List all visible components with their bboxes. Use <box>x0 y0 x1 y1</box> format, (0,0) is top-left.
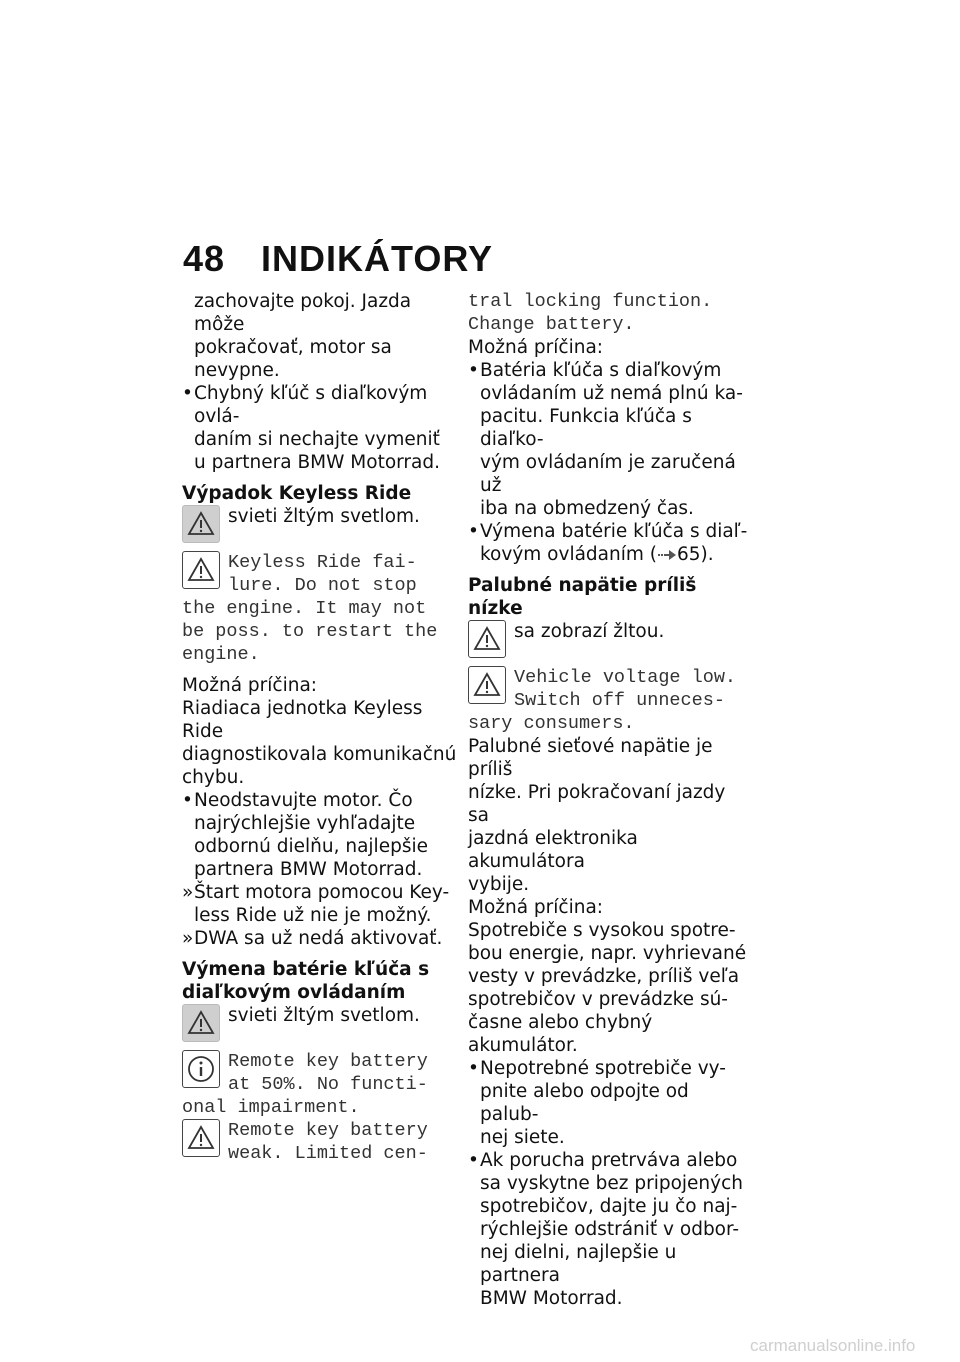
indicator-text: svieti žltým svetlom. <box>228 506 420 527</box>
section-heading: Výmena batérie kľúča s diaľkovým ovládaním <box>182 959 430 1003</box>
section-heading: Výpadok Keyless Ride <box>182 483 412 504</box>
warning-triangle-icon <box>182 1004 220 1042</box>
bullet-icon: • <box>182 790 193 811</box>
display-message: Remote key battery at 50%. No functi- <box>228 1051 428 1095</box>
display-message: Keyless Ride fai- lure. Do not stop <box>228 552 417 596</box>
warning-triangle-icon <box>182 551 220 589</box>
warning-triangle-icon <box>468 666 506 704</box>
cause-label: Možná príčina: <box>468 897 604 918</box>
section-heading: Palubné napätie príliš nízke <box>468 575 697 619</box>
bullet-icon: • <box>468 1150 479 1171</box>
display-message: Vehicle voltage low. Switch off unneces- <box>514 667 737 711</box>
display-message-cont: the engine. It may not be poss. to restart the engine. <box>182 598 438 665</box>
bullet-item: • Výmena batérie kľúča s diaľ- kovým ovládaním ( 65). <box>468 521 748 565</box>
indicator-text: svieti žltým svetlom. <box>228 1005 420 1026</box>
page-title: INDIKÁTORY <box>261 238 494 279</box>
page-header <box>183 238 493 280</box>
indicator-row <box>182 505 462 543</box>
cause-label: Možná príčina: <box>468 337 604 358</box>
indicator-row <box>468 620 748 658</box>
warning-triangle-icon <box>468 620 506 658</box>
message-row <box>182 551 462 597</box>
bullet-icon: • <box>468 360 479 381</box>
display-message-cont: tral locking function. Change battery. <box>468 291 713 335</box>
indicator-text: sa zobrazí žltou. <box>514 621 665 642</box>
right-column <box>468 290 748 1310</box>
paragraph: Riadiaca jednotka Keyless Ride diagnostikovala komunikačnú chybu. <box>182 698 457 788</box>
cause-label: Možná príčina: <box>182 675 318 696</box>
result-arrow-icon: » <box>182 882 194 903</box>
result-item: » DWA sa už nedá aktivovať. <box>182 928 443 949</box>
paragraph: zachovajte pokoj. Jazda môže pokračovať, motor sa nevypne. <box>194 291 412 381</box>
warning-triangle-icon <box>182 1119 220 1157</box>
display-message: Remote key battery weak. Limited cen- <box>228 1120 428 1164</box>
message-row <box>182 1050 462 1096</box>
result-arrow-icon: » <box>182 928 194 949</box>
bullet-item: • Ak porucha pretrváva alebo sa vyskytne bez pripojených spotrebičov, dajte ju čo naj- rýchlejšie odstrániť v odbor- nej dielni, najlepšie u partnera BMW Motorrad. <box>468 1150 743 1309</box>
bullet-icon: • <box>468 1058 479 1079</box>
display-message-cont: sary consumers. <box>468 713 635 734</box>
bullet-icon: • <box>182 383 193 404</box>
result-item: » Štart motora pomocou Key- less Ride už nie je možný. <box>182 882 450 926</box>
message-row <box>468 666 748 712</box>
bullet-item: • Chybný kľúč s diaľkovým ovlá- daním si nechajte vymeniť u partnera BMW Motorrad. <box>182 383 441 473</box>
page-reference[interactable]: 65). <box>676 544 714 565</box>
indicator-row <box>182 1004 462 1042</box>
watermark: carmanualsonline.info <box>750 1336 916 1355</box>
paragraph: Spotrebiče s vysokou spotre- bou energie, napr. vyhrievané vesty v prevádzke, príliš veľa spotrebičov v prevádzke sú- časne alebo chybný akumulátor. <box>468 920 747 1056</box>
page-number: 48 <box>183 238 226 279</box>
info-icon <box>182 1050 220 1088</box>
bullet-item: • Nepotrebné spotrebiče vy- pnite alebo odpojte od palub- nej siete. <box>468 1058 726 1148</box>
arrow-ref-icon[interactable] <box>657 549 677 561</box>
bullet-icon: • <box>468 521 479 542</box>
left-column <box>182 290 462 1165</box>
bullet-item: • Neodstavujte motor. Čo najrýchlejšie vyhľadajte odbornú dielňu, najlepšie partnera BMW Motorrad. <box>182 790 428 880</box>
paragraph: Palubné sieťové napätie je príliš nízke. Pri pokračovaní jazdy sa jazdná elektronika akumulátora vybije. <box>468 736 726 895</box>
warning-triangle-icon <box>182 505 220 543</box>
message-row <box>182 1119 462 1165</box>
display-message-cont: onal impairment. <box>182 1097 360 1118</box>
bullet-item: • Batéria kľúča s diaľkovým ovládaním už nemá plnú ka- pacitu. Funkcia kľúča s diaľko- vým ovládaním je zaručená už iba na obmedzený čas. <box>468 360 743 519</box>
